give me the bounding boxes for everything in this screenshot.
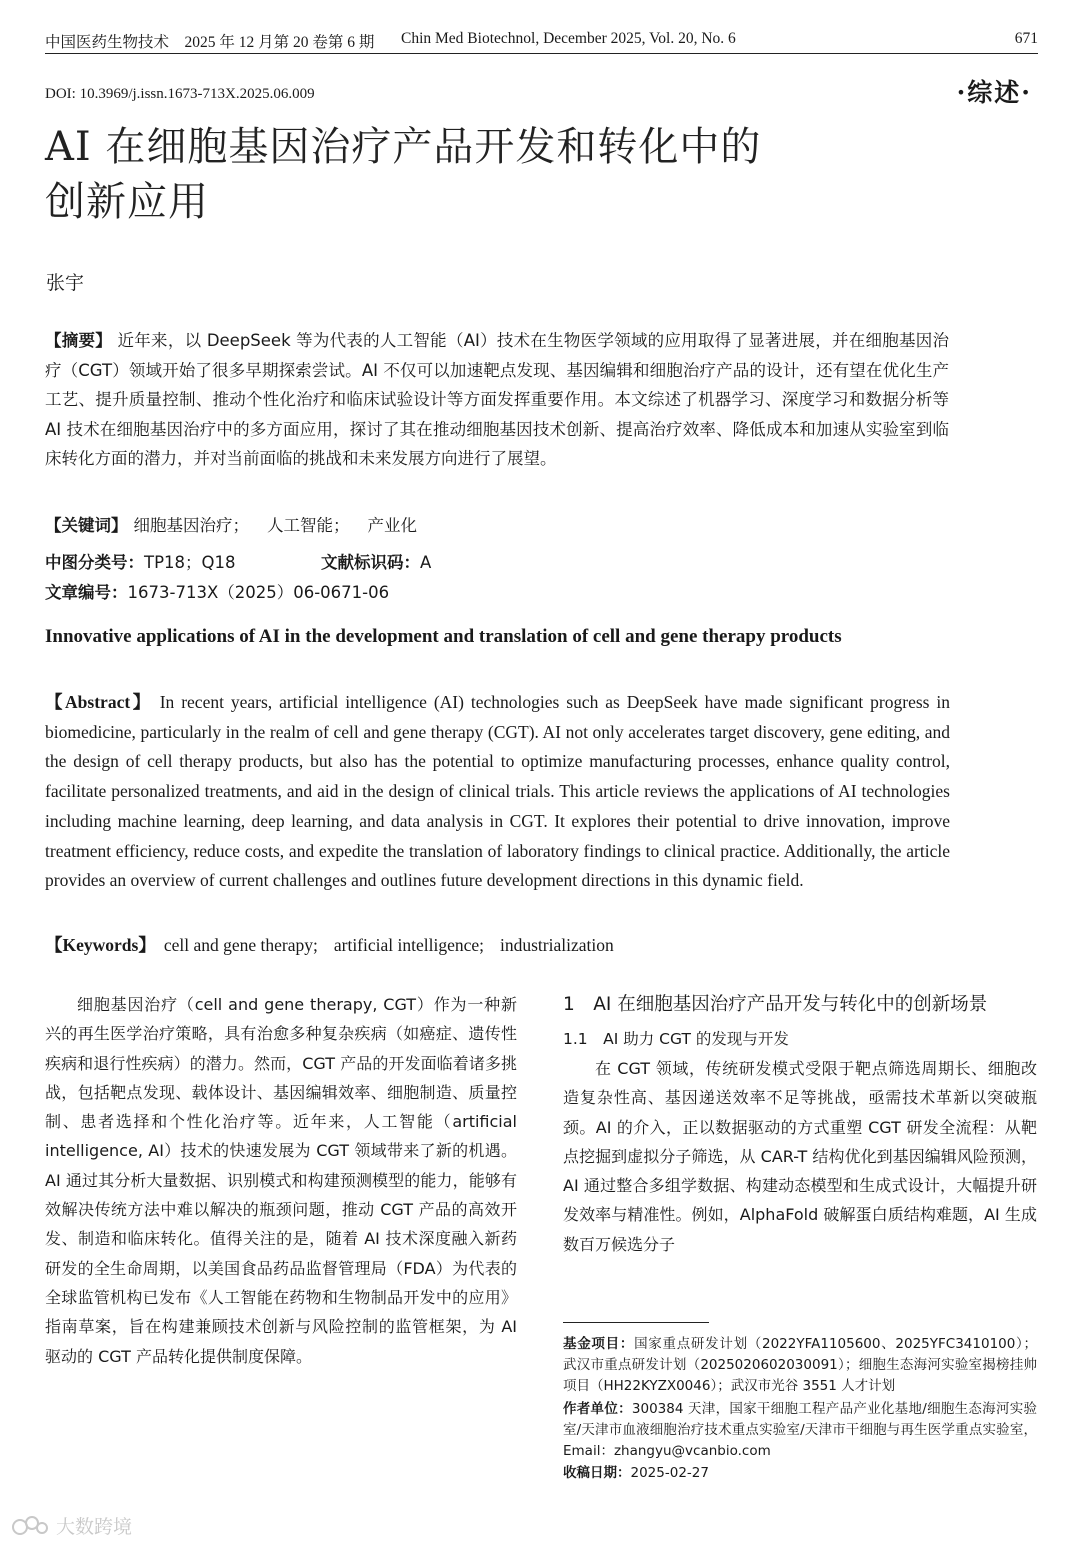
english-title: Innovative applications of AI in the development and translation of cell and gene therapy products bbox=[45, 626, 842, 647]
body-left-column: 细胞基因治疗（cell and gene therapy, CGT）作为一种新兴的再生医学治疗策略，具有治愈多种复杂疾病（如癌症、遗传性疾病和退行性疾病）的潜力。然而，CGT 产品的开发面临着诸多挑战，包括靶点发现、载体设计、基因编辑效率、细胞制造、质量控制、患者选择和个性化治疗等。近年来，人工智能（artificial intelligence, AI）技术的快速发展为 CGT 领域带来了新的机遇。AI 通过其分析大量数据、识别模式和构建预测模型的能力，能够有效解决传统方法中难以解决的瓶颈问题，推动 CGT 产品的高效开发、制造和临床转化。值得关注的是，随着 AI 技术深度融入新药研发的全生命周期，以美国食品药品监督管理局（FDA）为代表的全球监管机构已发布《人工智能在药物和生物制品开发中的应用》指南草案，旨在构建兼顾技术创新与风险控制的监管框架，为 AI 驱动的 CGT 产品转化提供制度保障。 bbox=[45, 995, 517, 1366]
doc-code-label: 文献标识码： bbox=[321, 553, 420, 572]
funding-text: 国家重点研发计划（2022YFA1105600、2025YFC3410100）；武汉市重点研发计划（2025020602030091）；细胞生态海河实验室揭榜挂帅项目（HH22KYZX0046）；武汉市光谷 3551 人才计划 bbox=[563, 1336, 1038, 1395]
received-text: 2025-02-27 bbox=[630, 1465, 709, 1482]
article-number-line bbox=[45, 579, 389, 603]
doc-code bbox=[321, 549, 431, 573]
watermark-text: 大数跨境 bbox=[56, 1516, 133, 1538]
title-line-2: 创新应用 bbox=[45, 179, 209, 225]
affiliation-label: 作者单位： bbox=[563, 1400, 632, 1417]
clc-label: 中图分类号： bbox=[45, 553, 144, 572]
received-label: 收稿日期： bbox=[563, 1465, 631, 1482]
abstract-cn-text: 近年来，以 DeepSeek 等为代表的人工智能（AI）技术在生物医学领域的应用取得了显著进展，并在细胞基因治疗（CGT）领域开始了很多早期探索尝试。AI 不仅可以加速靶点发现、基因编辑和细胞治疗产品的设计，还有望在优化生产工艺、提升质量控制、推动个性化治疗和临床试验设计等方面发挥重要作用。本文综述了机器学习、深度学习和数据分析等 AI 技术在细胞基因治疗中的多方面应用，探讨了其在推动细胞基因技术创新、提高治疗效率、降低成本和加速从实验室到临床转化方面的潜力，并对当前面临的挑战和未来发展方向进行了展望。 bbox=[45, 331, 950, 469]
author: 张宇 bbox=[46, 272, 85, 294]
doi: DOI: 10.3969/j.issn.1673-713X.2025.06.009 bbox=[45, 86, 315, 102]
footnotes bbox=[563, 1322, 1037, 1485]
section-1-1-heading: 1.1 AI 助力 CGT 的发现与开发 bbox=[563, 1030, 789, 1048]
journal-info-cn: 中国医药生物技术 2025 年 12 月第 20 卷第 6 期 bbox=[45, 34, 375, 51]
journal-info-en: Chin Med Biotechnol, December 2025, Vol. 20, No. 6 bbox=[401, 30, 736, 47]
keyword-en: artificial intelligence; bbox=[333, 935, 484, 955]
body-right-column bbox=[563, 990, 1037, 1259]
keyword-cn: 细胞基因治疗； bbox=[133, 516, 249, 535]
doc-code-value: A bbox=[420, 553, 432, 572]
article-number-value: 1673-713X（2025）06-0671-06 bbox=[127, 583, 390, 602]
article-number-label: 文章编号： bbox=[45, 583, 128, 602]
affiliation-note bbox=[563, 1399, 1037, 1463]
abstract-cn bbox=[45, 326, 949, 474]
page-number: 671 bbox=[1014, 30, 1038, 47]
keywords-cn bbox=[45, 512, 417, 536]
classification-line bbox=[45, 549, 432, 573]
affiliation-text: 300384 天津，国家干细胞工程产品产业化基地/细胞生态海河实验室/天津市血液细胞治疗技术重点实验室/天津市干细胞与再生医学重点实验室，Email：zhangyu@vcanbio.com bbox=[563, 1400, 1038, 1460]
body-right-text: 在 CGT 领域，传统研发模式受限于靶点筛选周期长、细胞改造复杂性高、基因递送效率不足等挑战，亟需技术革新以突破瓶颈。AI 的介入，正以数据驱动的方式重塑 CGT 研发全流程：从靶点挖掘到虚拟分子筛选，从 CAR-T 结构优化到基因编辑风险预测，AI 通过整合多组学数据、构建动态模型和生成式设计，大幅提升研发效率与精准性。例如，AlphaFold 破解蛋白质结构难题，AI 生成数百万候选分子 bbox=[563, 1059, 1037, 1254]
keyword-en: industrialization bbox=[500, 935, 614, 955]
watermark bbox=[10, 1512, 132, 1539]
watermark-logo-icon bbox=[10, 1513, 50, 1539]
funding-label: 基金项目： bbox=[563, 1336, 635, 1352]
abstract-en-label: 【Abstract】 bbox=[45, 692, 153, 712]
abstract-cn-label: 【摘要】 bbox=[45, 331, 113, 350]
keywords-en bbox=[45, 932, 614, 957]
footnote-rule bbox=[563, 1322, 709, 1323]
received-note bbox=[563, 1463, 1037, 1484]
keyword-cn: 人工智能； bbox=[267, 516, 350, 535]
article-title bbox=[45, 120, 945, 230]
keyword-en: cell and gene therapy; bbox=[163, 935, 318, 955]
section-tag: ·综述· bbox=[956, 78, 1032, 107]
abstract-en bbox=[45, 688, 950, 896]
keywords-cn-label: 【关键词】 bbox=[45, 516, 128, 535]
clc-value: TP18；Q18 bbox=[144, 553, 236, 572]
title-line-1: AI 在细胞基因治疗产品开发和转化中的 bbox=[45, 124, 762, 170]
keyword-cn: 产业化 bbox=[367, 516, 417, 535]
section-1-heading: 1 AI 在细胞基因治疗产品开发与转化中的创新场景 bbox=[563, 994, 988, 1015]
keywords-en-label: 【Keywords】 bbox=[45, 935, 156, 955]
running-header bbox=[45, 28, 1038, 54]
funding-note bbox=[563, 1334, 1037, 1398]
abstract-en-text: In recent years, artificial intelligence (AI) technologies such as DeepSeek have made significant progress in biomedicine, particularly in the realm of cell and gene therapy (CGT). AI not only accelerates target discovery, gene editing, and the design of cell therapy products, but also has the potential to optimize manufacturing processes, enhance quality control, facilitate personalized treatments, and aid in the design of clinical trials. This article reviews the applications of AI technologies including machine learning, deep learning, and data analysis in CGT. It explores their potential to drive innovation, improve treatment efficiency, reduce costs, and expedite the translation of laboratory findings to clinical practice. Additionally, the article provides an overview of current challenges and outlines future development directions in this dynamic field. bbox=[45, 692, 951, 891]
